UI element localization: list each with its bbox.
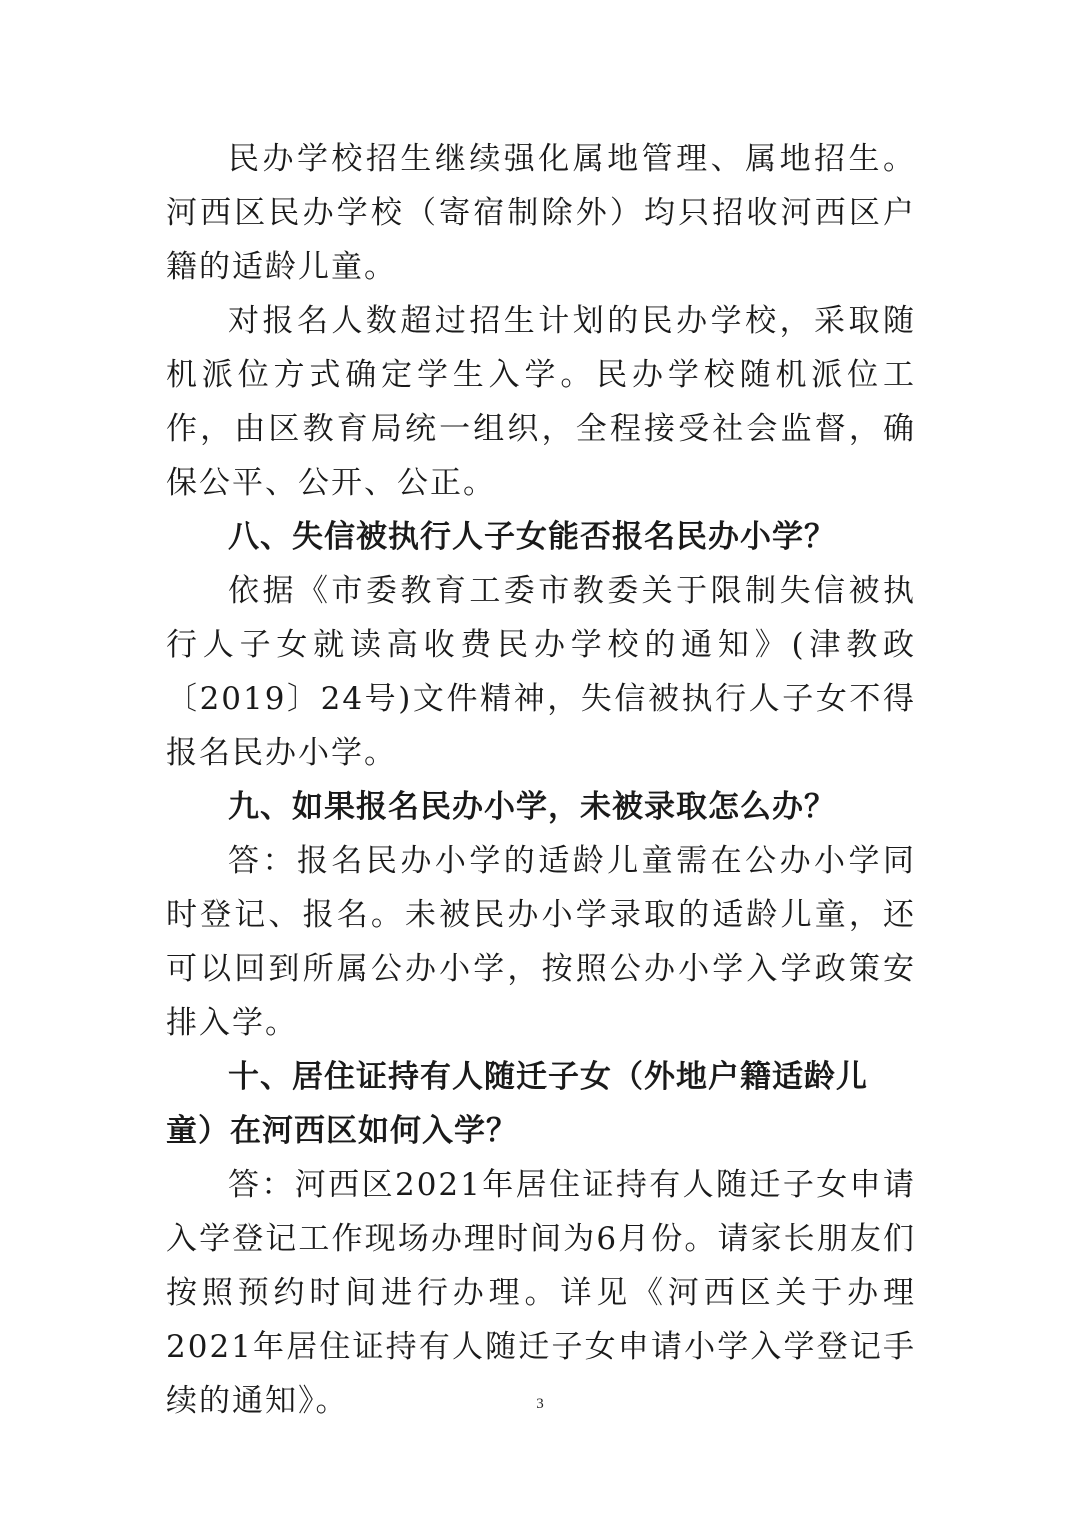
paragraph-random-assignment: 对报名人数超过招生计划的民办学校，采取随机派位方式确定学生入学。民办学校随机派位工作，由区教育局统一组织，全程接受社会监督，确保公平、公开、公正。 bbox=[166, 303, 916, 501]
paragraph-not-admitted: 答：报名民办小学的适龄儿童需在公办小学同时登记、报名。未被民办小学录取的适龄儿童，还可以回到所属公办小学，按照公办小学入学政策安排入学。 bbox=[166, 843, 916, 1041]
document-body bbox=[166, 132, 916, 1428]
section-heading-9: 九、如果报名民办小学，未被录取怎么办？ bbox=[228, 789, 836, 825]
section-heading-10: 十、居住证持有人随迁子女（外地户籍适龄儿童）在河西区如何入学？ bbox=[166, 1059, 868, 1149]
paragraph-residence-permit: 答：河西区2021年居住证持有人随迁子女申请入学登记工作现场办理时间为6月份。请家长朋友们按照预约时间进行办理。详见《河西区关于办理2021年居住证持有人随迁子女申请小学入学登记手续的通知》。 bbox=[166, 1167, 916, 1419]
section-heading-8: 八、失信被执行人子女能否报名民办小学？ bbox=[228, 519, 836, 555]
paragraph-dishonest-persons-children: 依据《市委教育工委市教委关于限制失信被执行人子女就读高收费民办学校的通知》(津教政〔2019〕24号)文件精神，失信被执行人子女不得报名民办小学。 bbox=[166, 573, 916, 771]
page-number: 3 bbox=[536, 1396, 544, 1412]
paragraph-private-school-enrollment: 民办学校招生继续强化属地管理、属地招生。河西区民办学校（寄宿制除外）均只招收河西区户籍的适龄儿童。 bbox=[166, 141, 916, 285]
